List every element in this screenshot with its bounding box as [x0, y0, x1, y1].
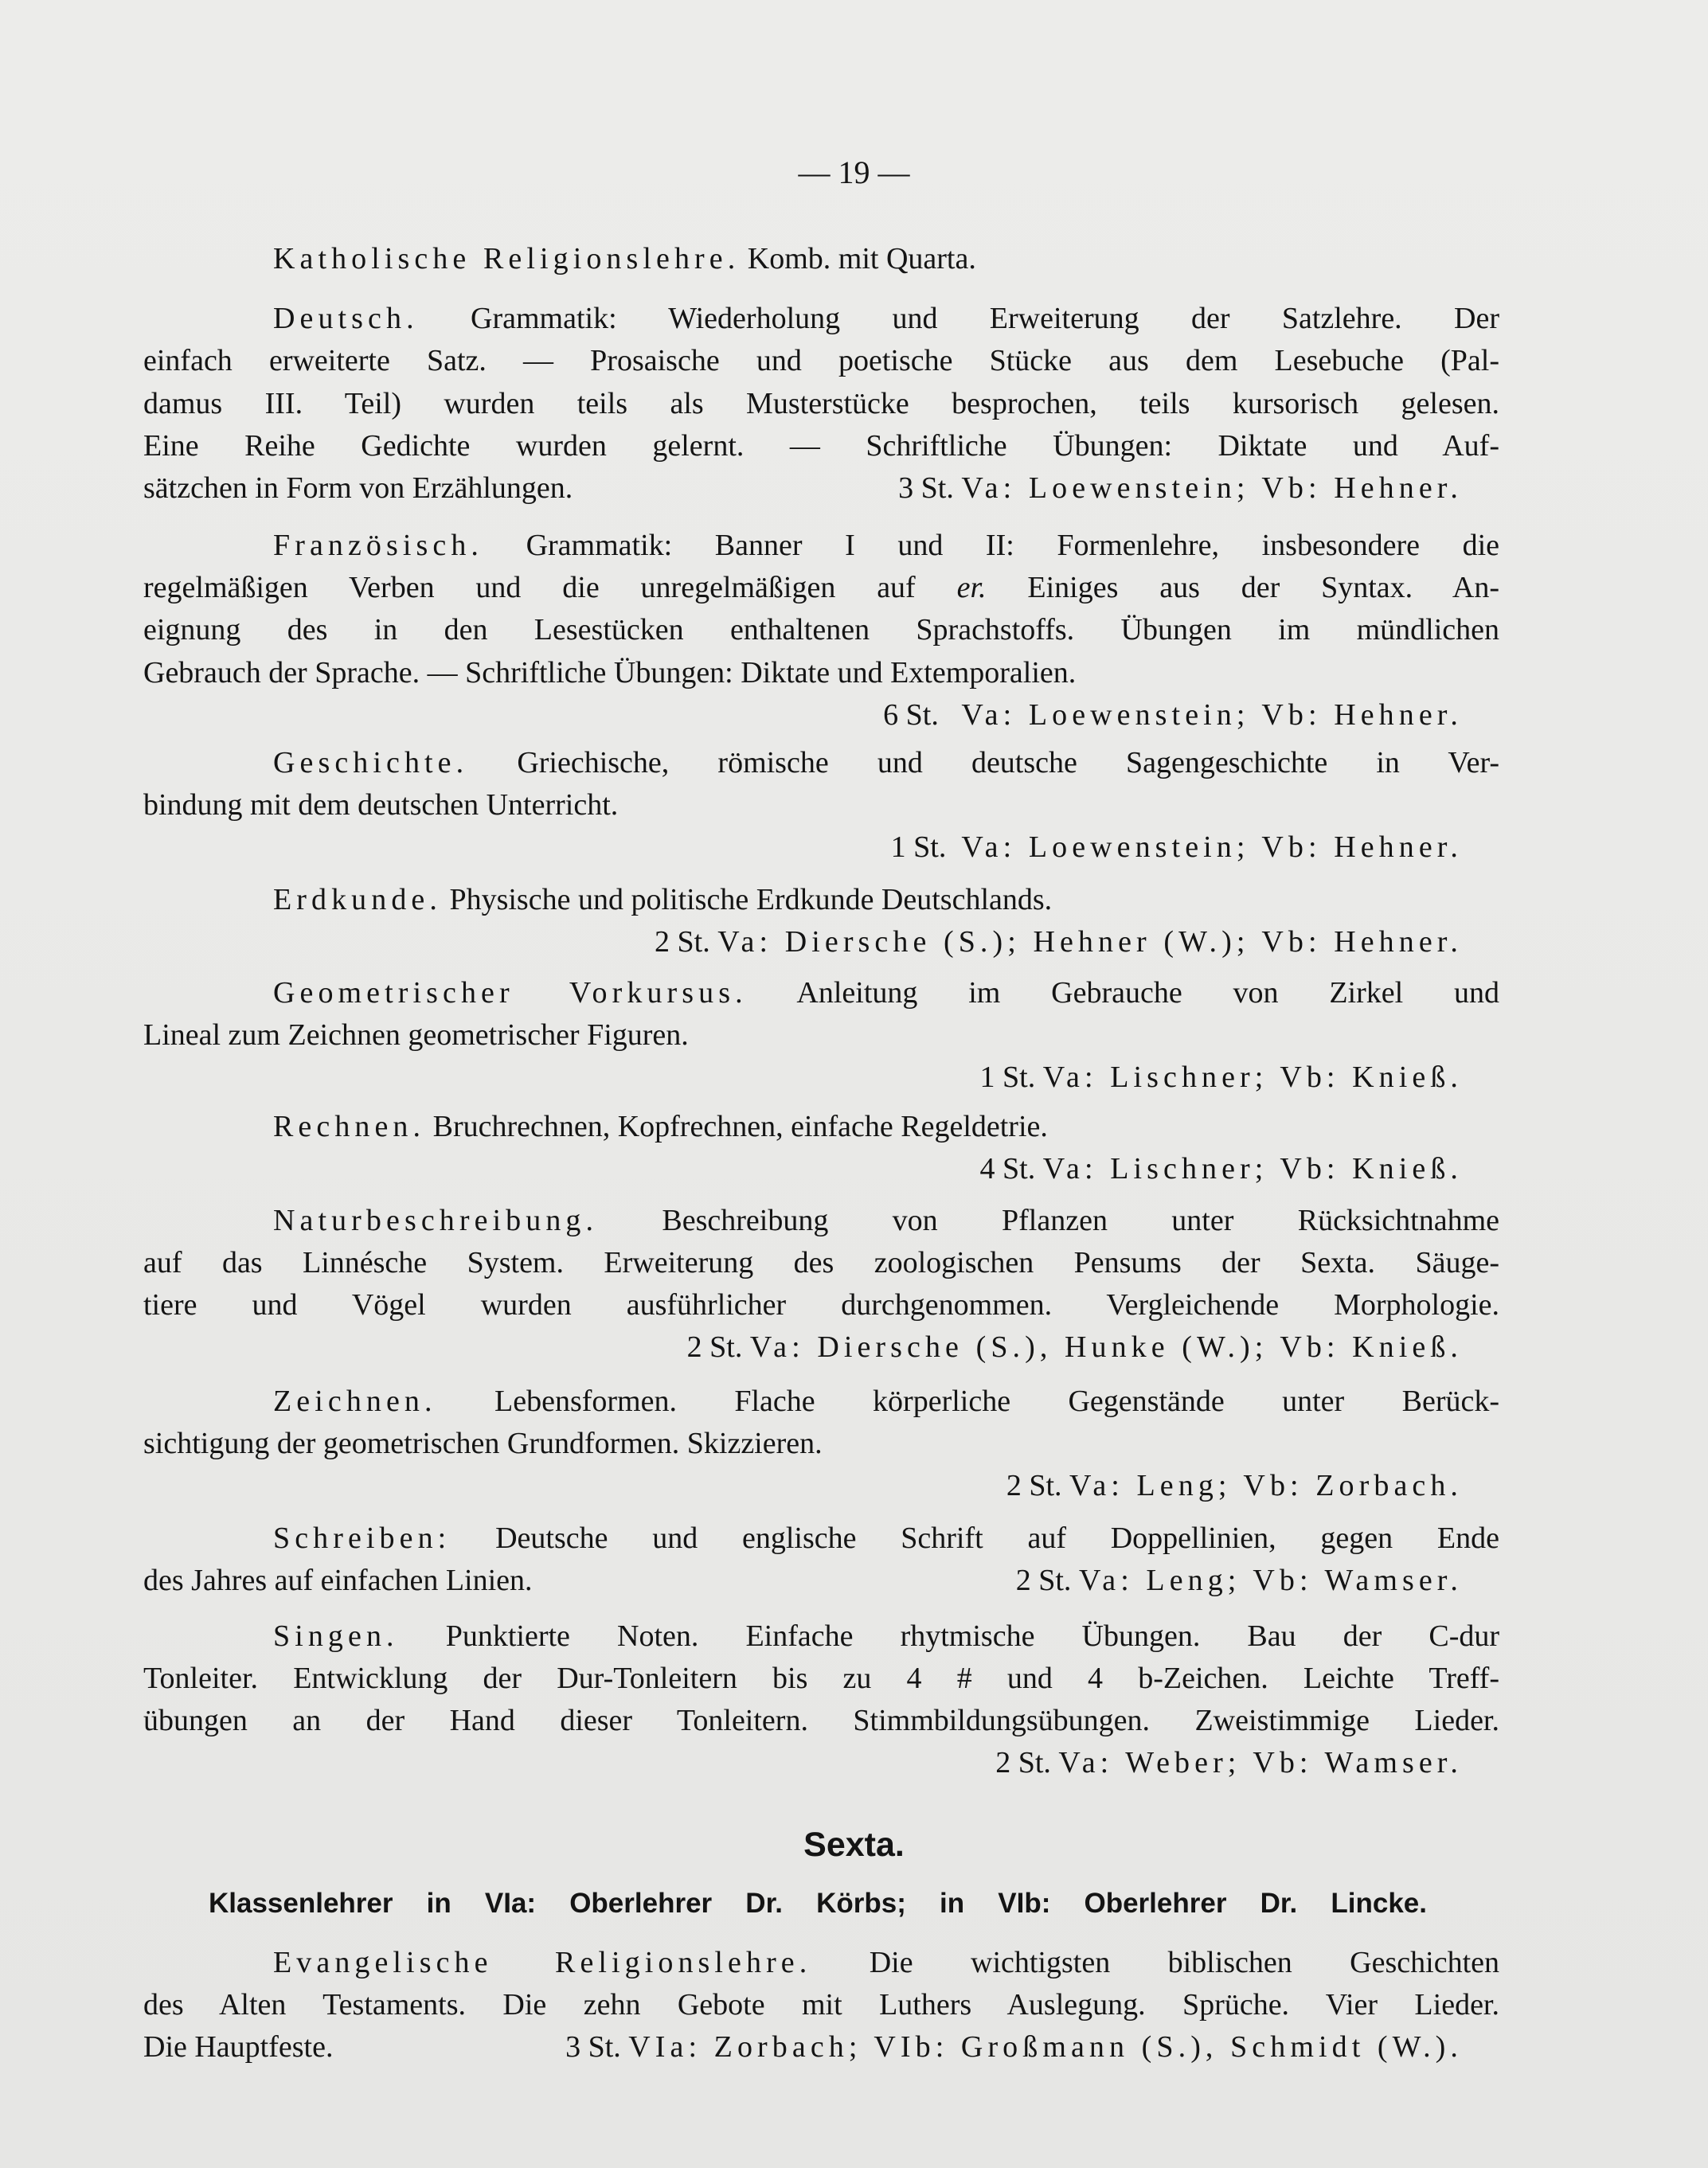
- paragraph-schreiben-line-1: [273, 1518, 1499, 1558]
- subject-geschichte: Geschichte.: [273, 746, 469, 779]
- teachers: VIa: Zorbach; VIb: Großmann (S.), Schmidt (W.).: [628, 2030, 1463, 2064]
- hours-teachers-geometrie: [764, 1057, 1463, 1097]
- teachers: Va: Lischner; Vb: Knieß.: [1042, 1061, 1463, 1094]
- paragraph-franzoesisch-line-1: [273, 525, 1499, 565]
- text-line: Die Hauptfeste.: [143, 2030, 334, 2064]
- subject-franzoesisch: Französisch.: [273, 529, 483, 562]
- hours: 6 St.: [883, 698, 939, 732]
- hours-teachers-geschichte: [764, 827, 1463, 867]
- teachers: Va: Loewenstein; Vb: Hehner.: [961, 698, 1463, 732]
- teachers: Va: Weber; Vb: Wamser.: [1058, 1746, 1463, 1779]
- hours-teachers-naturbeschreibung: [478, 1327, 1463, 1367]
- text-line: Deutsche und englische Schrift auf Doppellinien, gegen Ende: [451, 1522, 1499, 1555]
- text-katholisch: Komb. mit Quarta.: [740, 242, 976, 275]
- hours: 2 St.: [1015, 1564, 1072, 1597]
- text-line: Punktierte Noten. Einfache rhytmische Übungen. Bau der C-dur: [398, 1619, 1499, 1653]
- text-line: Eine Reihe Gedichte wurden gelernt. — Schriftliche Übungen: Diktate und Auf-: [143, 429, 1499, 463]
- text-line: Lineal zum Zeichnen geometrischer Figuren.: [143, 1018, 689, 1052]
- paragraph-katholisch: [273, 239, 976, 279]
- hours: 2 St.: [995, 1746, 1051, 1779]
- paragraph-singen-line-1: [273, 1616, 1499, 1656]
- text-line: damus III. Teil) wurden teils als Musterstücke besprochen, teils kursorisch gelesen.: [143, 387, 1499, 420]
- paragraph-geschichte-line-1: [273, 743, 1499, 783]
- paragraph-zeichnen-line-1: [273, 1381, 1499, 1421]
- hours: 2 St.: [655, 925, 710, 959]
- paragraph-evangelisch-line-1: [273, 1943, 1499, 1982]
- class-teachers-line: Klassenlehrer in VIa: Oberlehrer Dr. Körbs; in VIb: Oberlehrer Dr. Lincke.: [209, 1888, 1427, 1919]
- text-segment: regelmäßigen Verben und die unregelmäßigen auf: [143, 571, 957, 604]
- text-line: tiere und Vögel wurden ausführlicher durchgenommen. Vergleichende Morphologie.: [143, 1288, 1499, 1322]
- teachers: Va: Leng; Vb: Zorbach.: [1069, 1469, 1463, 1502]
- subject-evangelische-religionslehre: Evangelische Religionslehre.: [273, 1946, 812, 1979]
- text-segment: Einiges aus der Syntax. An-: [986, 571, 1499, 604]
- subject-erdkunde: Erdkunde.: [273, 883, 442, 916]
- subject-naturbeschreibung: Naturbeschreibung.: [273, 1204, 599, 1237]
- subject-singen: Singen.: [273, 1619, 399, 1653]
- hours-teachers-erdkunde: [478, 922, 1463, 962]
- paragraph-naturbeschreibung-line-1: [273, 1201, 1499, 1240]
- text-line: eignung des in den Lesestücken enthaltenen Sprachstoffs. Übungen im mündlichen: [143, 613, 1499, 646]
- section-heading-sexta: Sexta.: [803, 1826, 905, 1864]
- hours: 1 St.: [979, 1061, 1036, 1094]
- hours: 2 St.: [1006, 1469, 1062, 1502]
- hours-teachers-evangelisch: [446, 2027, 1463, 2067]
- text-line: bindung mit dem deutschen Unterricht.: [143, 788, 619, 822]
- hours-teachers-franzoesisch: [764, 695, 1463, 735]
- text-line: Lebensformen. Flache körperliche Gegenstände unter Berück-: [436, 1385, 1499, 1418]
- text-line: des Alten Testaments. Die zehn Gebote mit Luthers Auslegung. Sprüche. Vier Lieder.: [143, 1988, 1499, 2022]
- text-line: Gebrauch der Sprache. — Schriftliche Übungen: Diktate und Extemporalien.: [143, 656, 1077, 689]
- paragraph-deutsch-line-1: [273, 299, 1499, 338]
- teachers: Va: Loewenstein; Vb: Hehner.: [961, 471, 1463, 505]
- teachers: Va: Diersche (S.), Hunke (W.); Vb: Knieß.: [749, 1330, 1463, 1364]
- hours: 2 St.: [686, 1330, 743, 1364]
- hours: 1 St.: [890, 830, 947, 864]
- text-line: Griechische, römische und deutsche Sagengeschichte in Ver-: [468, 746, 1499, 779]
- hours-teachers-schreiben: [764, 1561, 1463, 1600]
- text-line: Die wichtigsten biblischen Geschichten: [811, 1946, 1499, 1979]
- text-line: [143, 568, 1499, 607]
- text-line: Grammatik: Banner I und II: Formenlehre, insbesondere die: [483, 529, 1499, 562]
- text-line: Grammatik: Wiederholung und Erweiterung der Satzlehre. Der: [418, 302, 1499, 335]
- text-line: sichtigung der geometrischen Grundformen. Skizzieren.: [143, 1427, 823, 1460]
- hours: 4 St.: [979, 1152, 1036, 1186]
- hours-teachers-singen: [764, 1743, 1463, 1783]
- italic-word: er.: [956, 571, 987, 604]
- page-number: — 19 —: [798, 154, 910, 190]
- hours-teachers-rechnen: [764, 1149, 1463, 1189]
- text-line: Physische und politische Erdkunde Deutschlands.: [441, 883, 1053, 916]
- paragraph-rechnen: [273, 1107, 1048, 1147]
- subject-zeichnen: Zeichnen.: [273, 1385, 437, 1418]
- subject-rechnen: Rechnen.: [273, 1110, 426, 1143]
- teachers: Va: Leng; Vb: Wamser.: [1078, 1564, 1463, 1597]
- hours: 3 St.: [565, 2030, 621, 2064]
- text-line: Anleitung im Gebrauche von Zirkel und: [747, 976, 1499, 1010]
- text-line: Tonleiter. Entwicklung der Dur-Tonleitern bis zu 4 # und 4 b-Zeichen. Leichte Treff-: [143, 1662, 1499, 1695]
- hours-teachers-zeichnen: [764, 1466, 1463, 1506]
- hours: 3 St.: [898, 471, 954, 505]
- teachers: Va: Lischner; Vb: Knieß.: [1042, 1152, 1463, 1186]
- text-line: des Jahres auf einfachen Linien.: [143, 1564, 533, 1597]
- hours-teachers-deutsch: [764, 468, 1463, 508]
- text-line: Bruchrechnen, Kopfrechnen, einfache Regeldetrie.: [425, 1110, 1048, 1143]
- subject-schreiben: Schreiben:: [273, 1522, 451, 1555]
- text-line: übungen an der Hand dieser Tonleitern. Stimmbildungsübungen. Zweistimmige Lieder.: [143, 1704, 1499, 1737]
- text-line: einfach erweiterte Satz. — Prosaische und poetische Stücke aus dem Lesebuche (Pal-: [143, 344, 1499, 377]
- text-line: Beschreibung von Pflanzen unter Rücksichtnahme: [598, 1204, 1499, 1237]
- paragraph-geometrie-line-1: [273, 973, 1499, 1013]
- teachers: Va: Loewenstein; Vb: Hehner.: [961, 830, 1463, 864]
- paragraph-erdkunde: [273, 880, 1052, 920]
- teachers: Va: Diersche (S.); Hehner (W.); Vb: Hehner.: [717, 925, 1463, 959]
- subject-deutsch: Deutsch.: [273, 302, 419, 335]
- subject-katholische-religionslehre: Katholische Religionslehre.: [273, 242, 741, 275]
- text-line: sätzchen in Form von Erzählungen.: [143, 471, 573, 505]
- subject-geometrischer-vorkursus: Geometrischer Vorkursus.: [273, 976, 748, 1010]
- text-line: auf das Linnésche System. Erweiterung des zoologischen Pensums der Sexta. Säuge-: [143, 1246, 1499, 1279]
